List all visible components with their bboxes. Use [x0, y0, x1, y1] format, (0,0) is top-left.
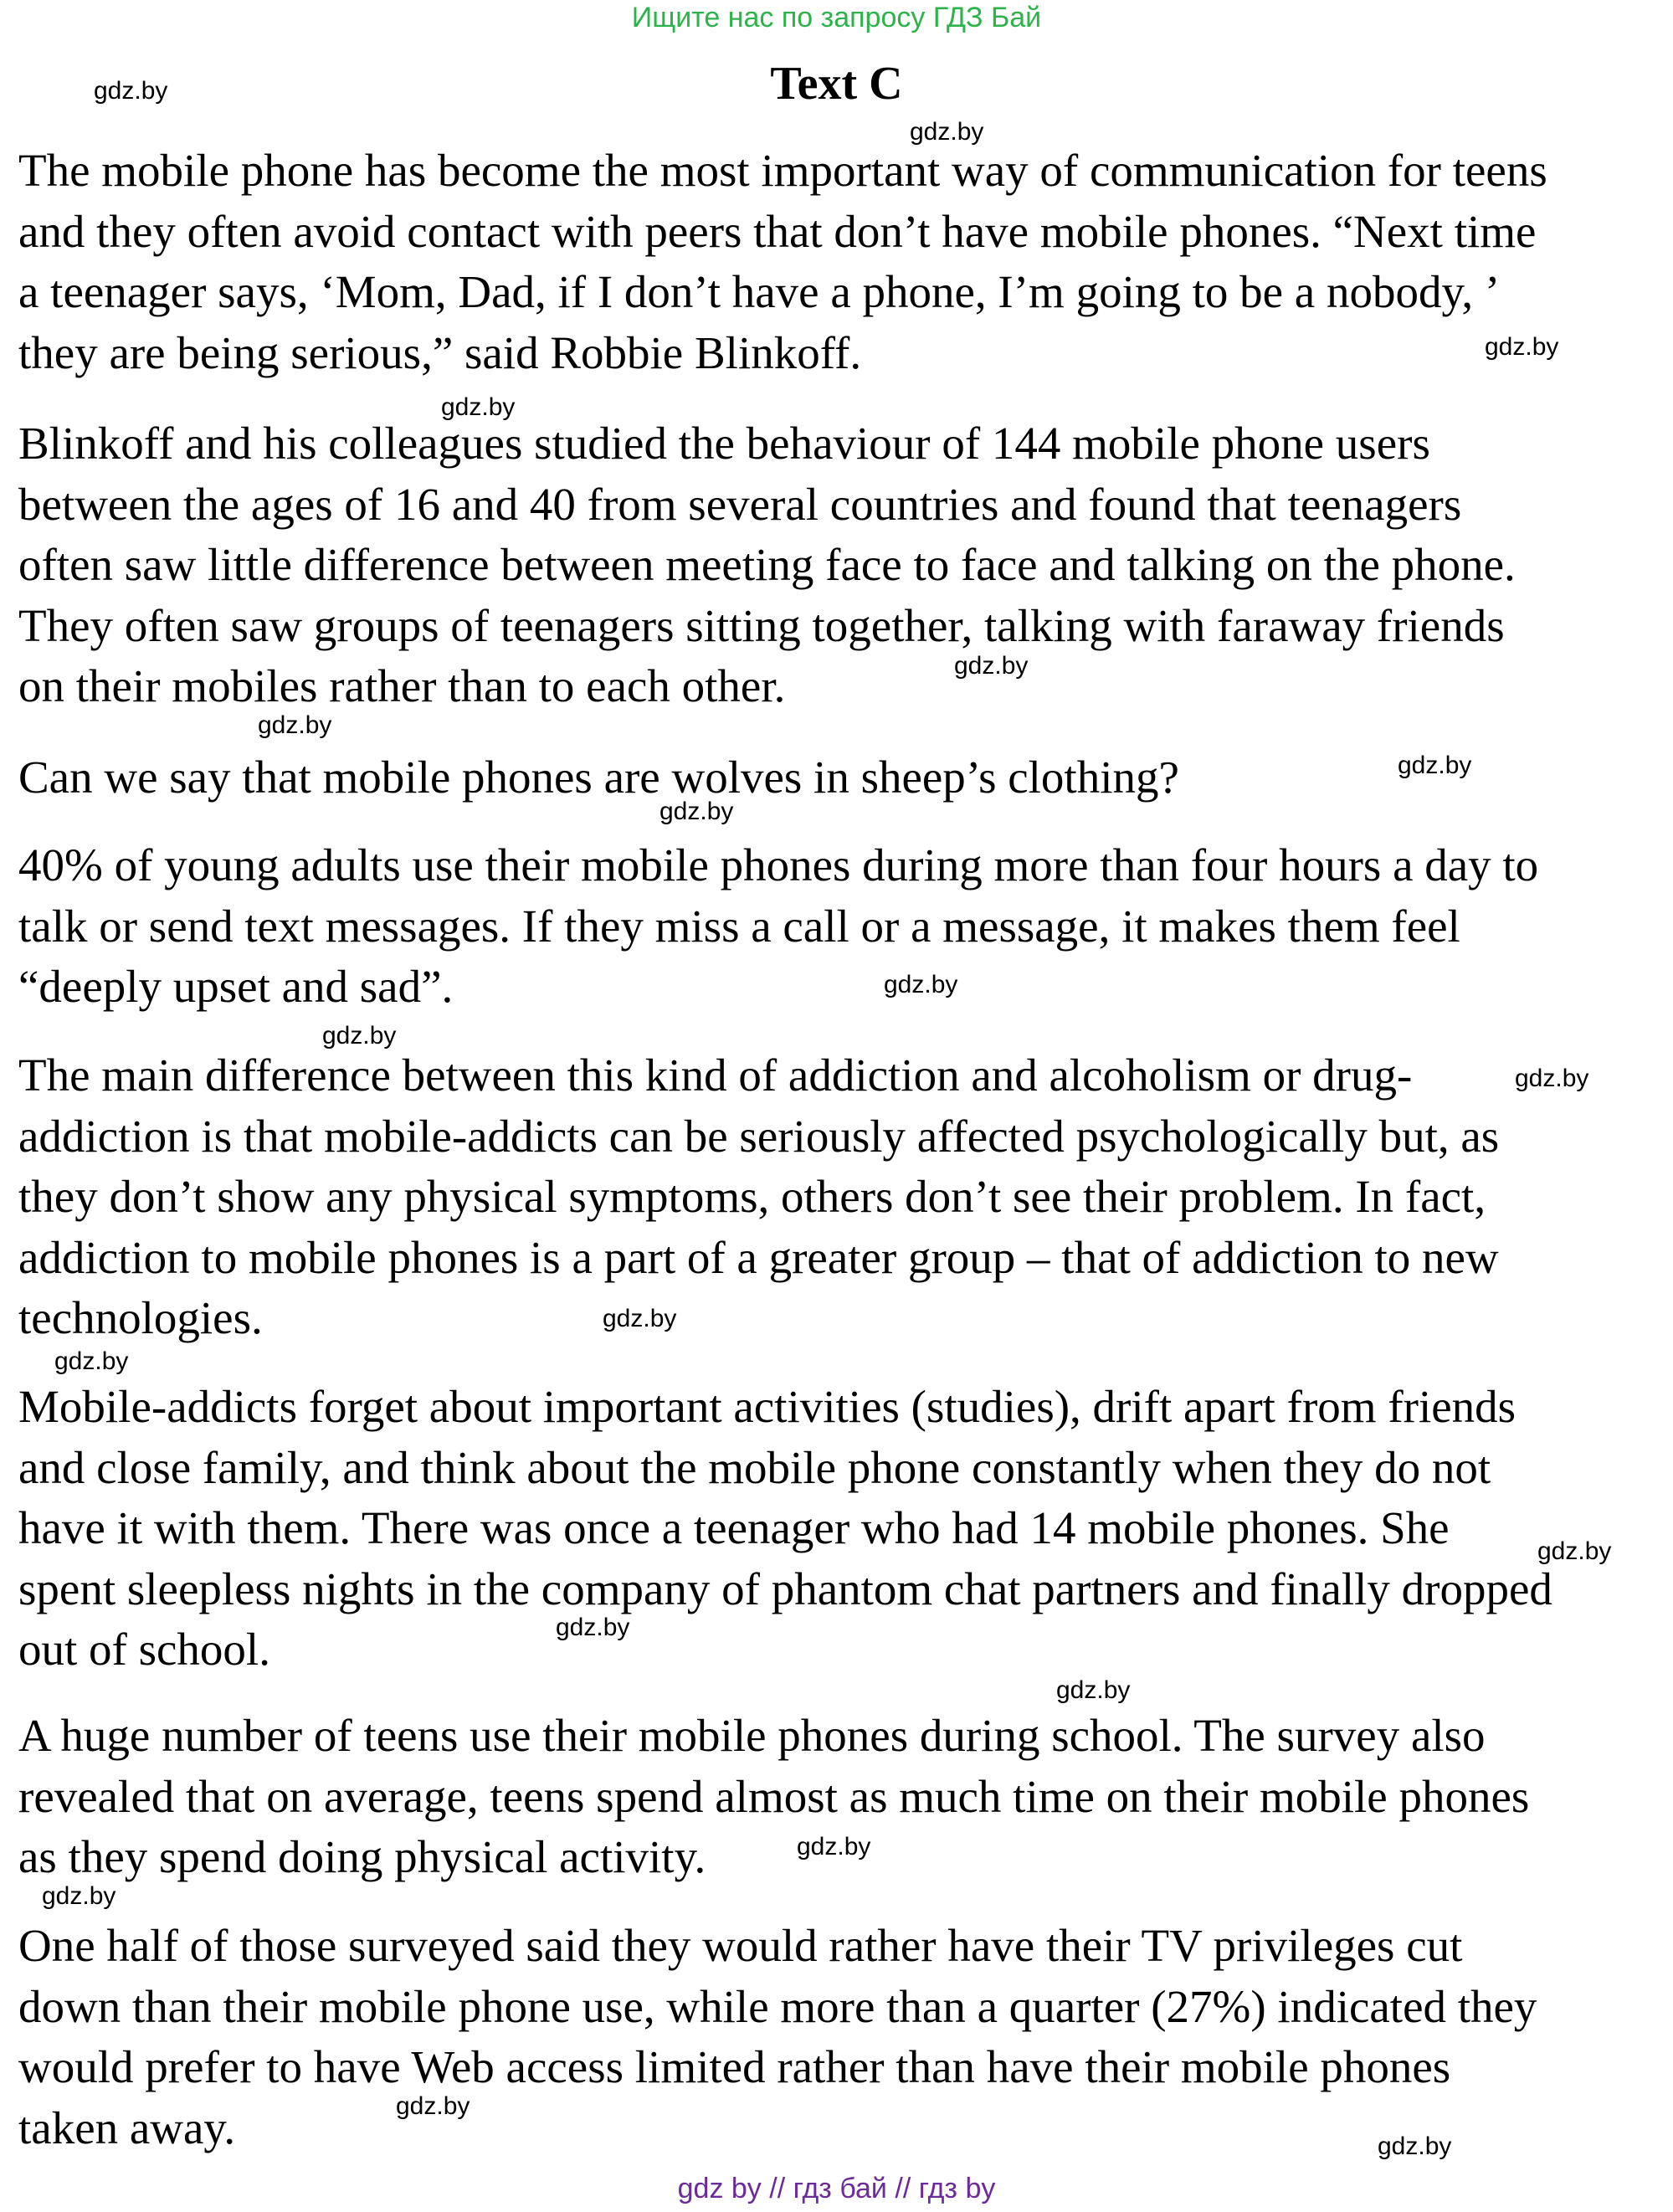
- text-line: addiction to mobile phones is a part of a greater group – that of addiction to new: [18, 1231, 1499, 1283]
- text-line: as they spend doing physical activity.: [18, 1831, 706, 1882]
- watermark: gdz.by: [603, 1305, 677, 1332]
- text-line: The main difference between this kind of addiction and alcoholism or drug-: [18, 1050, 1413, 1101]
- text-line: often saw little difference between meeting face to face and talking on the phone.: [18, 539, 1516, 590]
- text-line: addiction is that mobile-addicts can be seriously affected psychologically but, as: [18, 1110, 1500, 1162]
- paragraph-8: [18, 1916, 1663, 2158]
- watermark: gdz.by: [910, 118, 984, 146]
- text-line: and they often avoid contact with peers that don’t have mobile phones. “Next time: [18, 205, 1537, 257]
- text-line: The mobile phone has become the most important way of communication for teens: [18, 145, 1547, 196]
- watermark: gdz.by: [1537, 1537, 1612, 1565]
- text-line: out of school.: [18, 1624, 270, 1675]
- text-line: revealed that on average, teens spend almost as much time on their mobile phones: [18, 1770, 1530, 1822]
- paragraph-5: [18, 1045, 1663, 1349]
- text-line: and close family, and think about the mobile phone constantly when they do not: [18, 1441, 1491, 1493]
- watermark: gdz.by: [396, 2092, 470, 2120]
- text-line: between the ages of 16 and 40 from several countries and found that teenagers: [18, 478, 1462, 530]
- text-line: Blinkoff and his colleagues studied the behaviour of 144 mobile phone users: [18, 418, 1430, 469]
- watermark: gdz.by: [258, 711, 332, 739]
- text-line: Mobile-addicts forget about important activities (studies), drift apart from friends: [18, 1381, 1516, 1432]
- watermark: gdz.by: [322, 1022, 397, 1050]
- watermark: gdz.by: [1515, 1065, 1589, 1092]
- footer-links[interactable]: gdz by // гдз бай // гдз by: [677, 2173, 996, 2204]
- paragraph-1: [18, 141, 1663, 383]
- watermark: gdz.by: [1378, 2132, 1452, 2160]
- text-line: 40% of young adults use their mobile phones during more than four hours a day to: [18, 839, 1539, 890]
- paragraph-6: [18, 1377, 1663, 1681]
- text-line: on their mobiles rather than to each other.: [18, 660, 786, 711]
- text-line: spent sleepless nights in the company of phantom chat partners and finally dropped: [18, 1563, 1552, 1614]
- watermark: gdz.by: [659, 798, 734, 825]
- watermark: gdz.by: [797, 1833, 871, 1860]
- watermark: gdz.by: [54, 1347, 129, 1375]
- text-line: talk or send text messages. If they miss a call or a message, it makes them feel: [18, 900, 1460, 952]
- watermark: gdz.by: [441, 393, 516, 421]
- watermark: gdz.by: [556, 1614, 630, 1641]
- text-line: Can we say that mobile phones are wolves in sheep’s clothing?: [18, 752, 1179, 803]
- text-line: they are being serious,” said Robbie Blinkoff.: [18, 326, 862, 378]
- watermark: gdz.by: [884, 971, 958, 998]
- text-line: down than their mobile phone use, while more than a quarter (27%) indicated they: [18, 1980, 1537, 2032]
- text-line: They often saw groups of teenagers sitting together, talking with faraway friends: [18, 599, 1505, 651]
- watermark: gdz.by: [1485, 333, 1559, 361]
- text-line: One half of those surveyed said they would rather have their TV privileges cut: [18, 1920, 1463, 1971]
- text-line: would prefer to have Web access limited rather than have their mobile phones: [18, 2041, 1451, 2092]
- paragraph-2: [18, 413, 1663, 717]
- page-title: Text C: [770, 58, 903, 110]
- text-line: “deeply upset and sad”.: [18, 961, 454, 1012]
- watermark: gdz.by: [42, 1882, 116, 1910]
- watermark: gdz.by: [94, 77, 168, 105]
- paragraph-4: [18, 835, 1663, 1018]
- watermark: gdz.by: [1398, 752, 1472, 779]
- text-line: A huge number of teens use their mobile phones during school. The survey also: [18, 1710, 1486, 1761]
- text-line: they don’t show any physical symptoms, others don’t see their problem. In fact,: [18, 1171, 1486, 1222]
- text-line: a teenager says, ‘Mom, Dad, if I don’t have a phone, I’m going to be a nobody, ’: [18, 266, 1501, 317]
- text-line: taken away.: [18, 2102, 236, 2153]
- text-line: technologies.: [18, 1292, 263, 1343]
- top-banner[interactable]: Ищите нас по запросу ГДЗ Бай: [631, 2, 1042, 33]
- watermark: gdz.by: [1056, 1676, 1131, 1704]
- watermark: gdz.by: [954, 652, 1029, 680]
- text-line: have it with them. There was once a teenager who had 14 mobile phones. She: [18, 1502, 1450, 1553]
